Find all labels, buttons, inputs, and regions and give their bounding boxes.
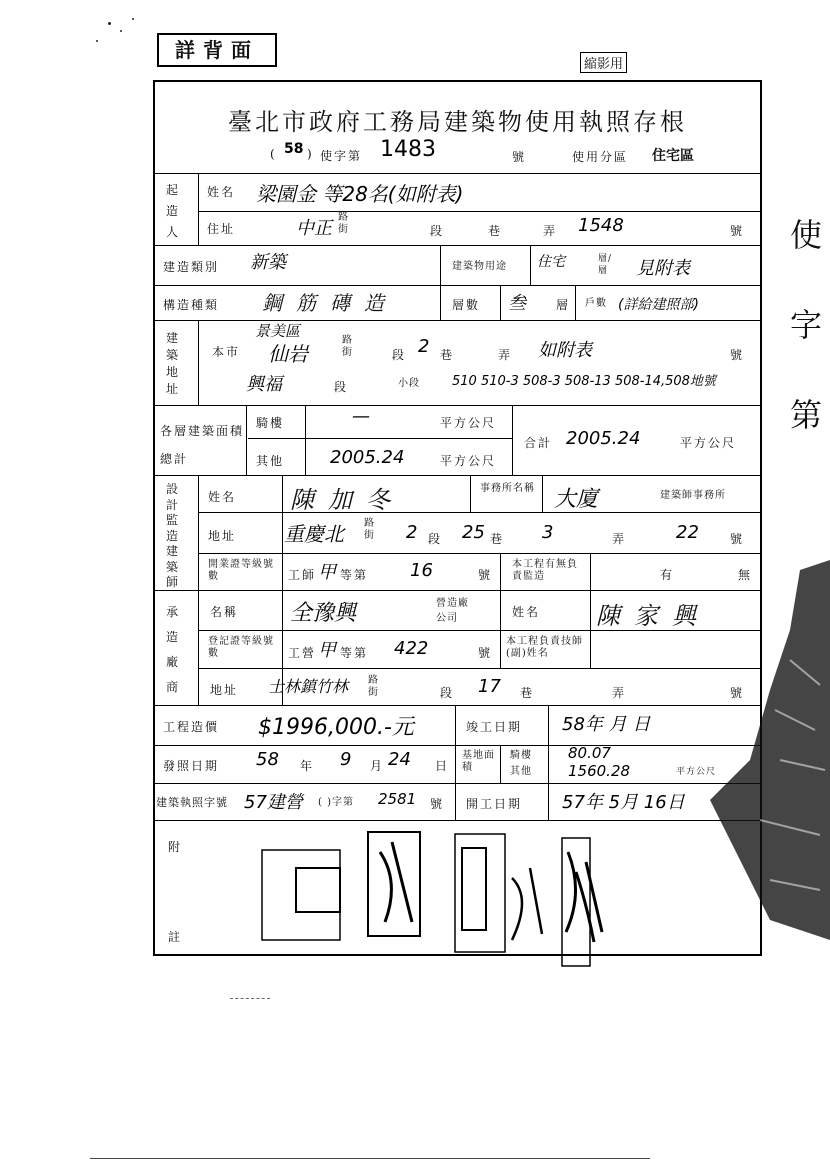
site-road: 仙岩 [268,342,308,366]
notes-zhu: 註 [168,930,183,944]
cost-label: 工程造價 [163,720,220,734]
tech-label: 本工程負責技師(副)姓名 [506,636,583,659]
see-reverse-stamp: 詳背面 [157,33,277,67]
issue-label: 發照日期 [163,759,220,773]
notes-fu: 附 [168,840,183,854]
floors-value: 叁 [508,293,526,314]
site-section-label: 建築地址 [166,331,181,396]
contractor-addr-label: 地址 [210,683,239,697]
arcade-value: — [352,406,370,427]
contractor-person-value: 陳家興 [596,602,710,630]
page-mark [230,998,270,999]
signature-stroke [512,868,542,940]
finish-value: 58年 月 日 [562,714,651,735]
document-page: 詳背面 縮影用 臺北市政府工務局建築物使用執照存根 ( 58 ) 使字第 1483 號 使用分區 住宅區 起造人 姓名 梁園金 等28名(如附表) 住址 中正 路街 段 巷 弄 1548 號 建造類別 新築 建築物用途 住宅 層/層 見附表 構造種類 鋼筋磚造 層數 叁 層 戶數 (詳給建照部) 建築地址 本市 景美區 仙岩 路街 段 2 巷 弄 如附表 號 興福 段 小段 510 510-3 508-3 508-13 508-14,508地號 各層建築面積總計 騎樓 — 平方公尺 其他 2005.24 平方公尺 合計 2005.24 平方公尺 設計監造建築師 姓名 陳加冬 事務所名稱 大廈 建築師事務所 地址 重慶北 路街 2 段 25 巷 3 弄 22 號 開業證等級號數 工師 甲 等第 16 號 本工程有無負責監造 有 無 承造廠商 名稱 全豫興 營造廠 公司 姓名 陳家興 登記證等級號數 工營 甲 等第 422 號 本工程負責技師(副)姓名 地址 士林鎮竹林 路街 段 17 巷 弄 號 工程造價 $1996,000.-元 竣工日期 58年 月 日 發照日期 58 年 9 月 24 日 基地面積 騎樓 其他 80.07 1560.28 平方公尺 建築執照字號 57建營 ( )字第 2581 號 開工日期 57年 5月 16日 附 註 使字第 [0,0,830,1167]
other-label: 其他 [256,454,285,468]
designer-name-label: 姓名 [208,490,237,504]
seal-impressions [250,822,620,967]
microfilm-stamp: 縮影用 [580,52,627,73]
contractor-name-value: 全豫興 [290,601,357,626]
class-label: 建造類別 [163,260,220,274]
resp-value: 有 [660,568,675,582]
bleed-through-text: 使字第 [790,216,823,434]
total-value: 2005.24 [566,428,641,449]
use-label: 建築物用途 [452,261,507,272]
page-bottom-edge [90,1158,650,1159]
designer-addr-label: 地址 [208,529,237,543]
start-value: 57年 5月 16日 [562,792,685,813]
city-label: 本市 [212,345,241,359]
zone-value: 住宅區 [652,148,694,164]
area-section-label: 各層建築面積總計 [160,424,245,466]
contractor-reg-label: 登記證等級號數 [208,636,274,659]
total-label: 合計 [524,436,553,450]
issue-month: 9 [340,749,352,770]
floor-value: 見附表 [636,258,690,279]
permit-prefix: 使字第 [320,149,363,163]
office-label: 事務所名稱 [480,483,535,494]
issue-year: 58 [256,749,279,770]
signature-stroke [566,852,602,942]
cost-value: $1996,000.-元 [258,715,414,740]
applicant-name-value: 梁園金 等28名(如附表) [256,182,464,206]
site-district: 景美區 [255,322,301,340]
permit-year: 58 [284,141,304,157]
permit-number: 1483 [380,137,436,162]
issue-day: 24 [388,749,411,770]
other-value: 2005.24 [330,447,405,468]
applicant-addr-label: 住址 [207,222,236,236]
permit-no-label: 建築執照字號 [156,796,228,809]
permit-hao: 號 [512,150,527,164]
scan-speck [120,30,122,32]
site-nong-value: 如附表 [538,340,592,361]
zone-label: 使用分區 [572,150,629,164]
class-value: 新築 [250,252,286,273]
designer-addr-road: 重慶北 [284,522,344,546]
start-label: 開工日期 [466,797,523,811]
scan-speck [132,18,134,20]
site-duan-no: 2 [418,336,430,357]
applicant-section-label: 起造人 [166,183,181,239]
site-area-label: 基地面積 [462,750,495,773]
contractor-section-label: 承造廠商 [166,605,181,694]
struct-label: 構造種類 [163,298,220,312]
applicant-addr-road: 中正 [296,218,332,239]
floors-label: 層數 [452,298,481,312]
applicant-number: 1548 [578,215,624,236]
permit-no-value1: 57建營 [244,792,303,813]
applicant-name-label: 姓名 [207,185,236,199]
site-other-value: 1560.28 [568,762,631,780]
scan-speck [108,22,111,25]
form-title: 臺北市政府工務局建築物使用執照存根 [228,108,687,136]
designer-name-value: 陳加冬 [290,486,404,514]
designer-reg-label: 開業證等級號數 [208,559,274,582]
resp-label: 本工程有無負責監造 [512,559,578,582]
signature-stroke [380,842,412,922]
arcade-label: 騎樓 [256,416,285,430]
edge-damage [680,560,830,940]
floor-label: 層/層 [598,254,613,276]
contractor-reg-no: 422 [394,638,429,659]
contractor-name-label: 名稱 [210,605,239,619]
contractor-person-label: 姓名 [512,605,541,619]
office-value: 大廈 [554,487,599,512]
applicant-road-label: 路街 [338,212,349,235]
use-value: 住宅 [537,254,565,270]
designer-reg-no: 16 [410,560,433,581]
square-seal [296,868,340,912]
site-arcade-value: 80.07 [568,744,611,762]
seal-box [262,850,340,940]
households-value: (詳給建照部) [618,297,699,313]
finish-label: 竣工日期 [466,720,523,734]
site-lots: 510 510-3 508-3 508-13 508-14,508地號 [452,374,716,389]
site-sub-section: 興福 [246,374,282,395]
struct-value: 鋼筋磚造 [262,291,398,315]
designer-section-label: 設計監造建築師 [166,482,181,589]
permit-no-number: 2581 [378,790,417,808]
inner-seal [462,848,486,930]
scan-speck [96,40,98,42]
contractor-addr-value: 士林鎮竹林 [268,677,349,696]
households-label: 戶數 [585,298,607,309]
